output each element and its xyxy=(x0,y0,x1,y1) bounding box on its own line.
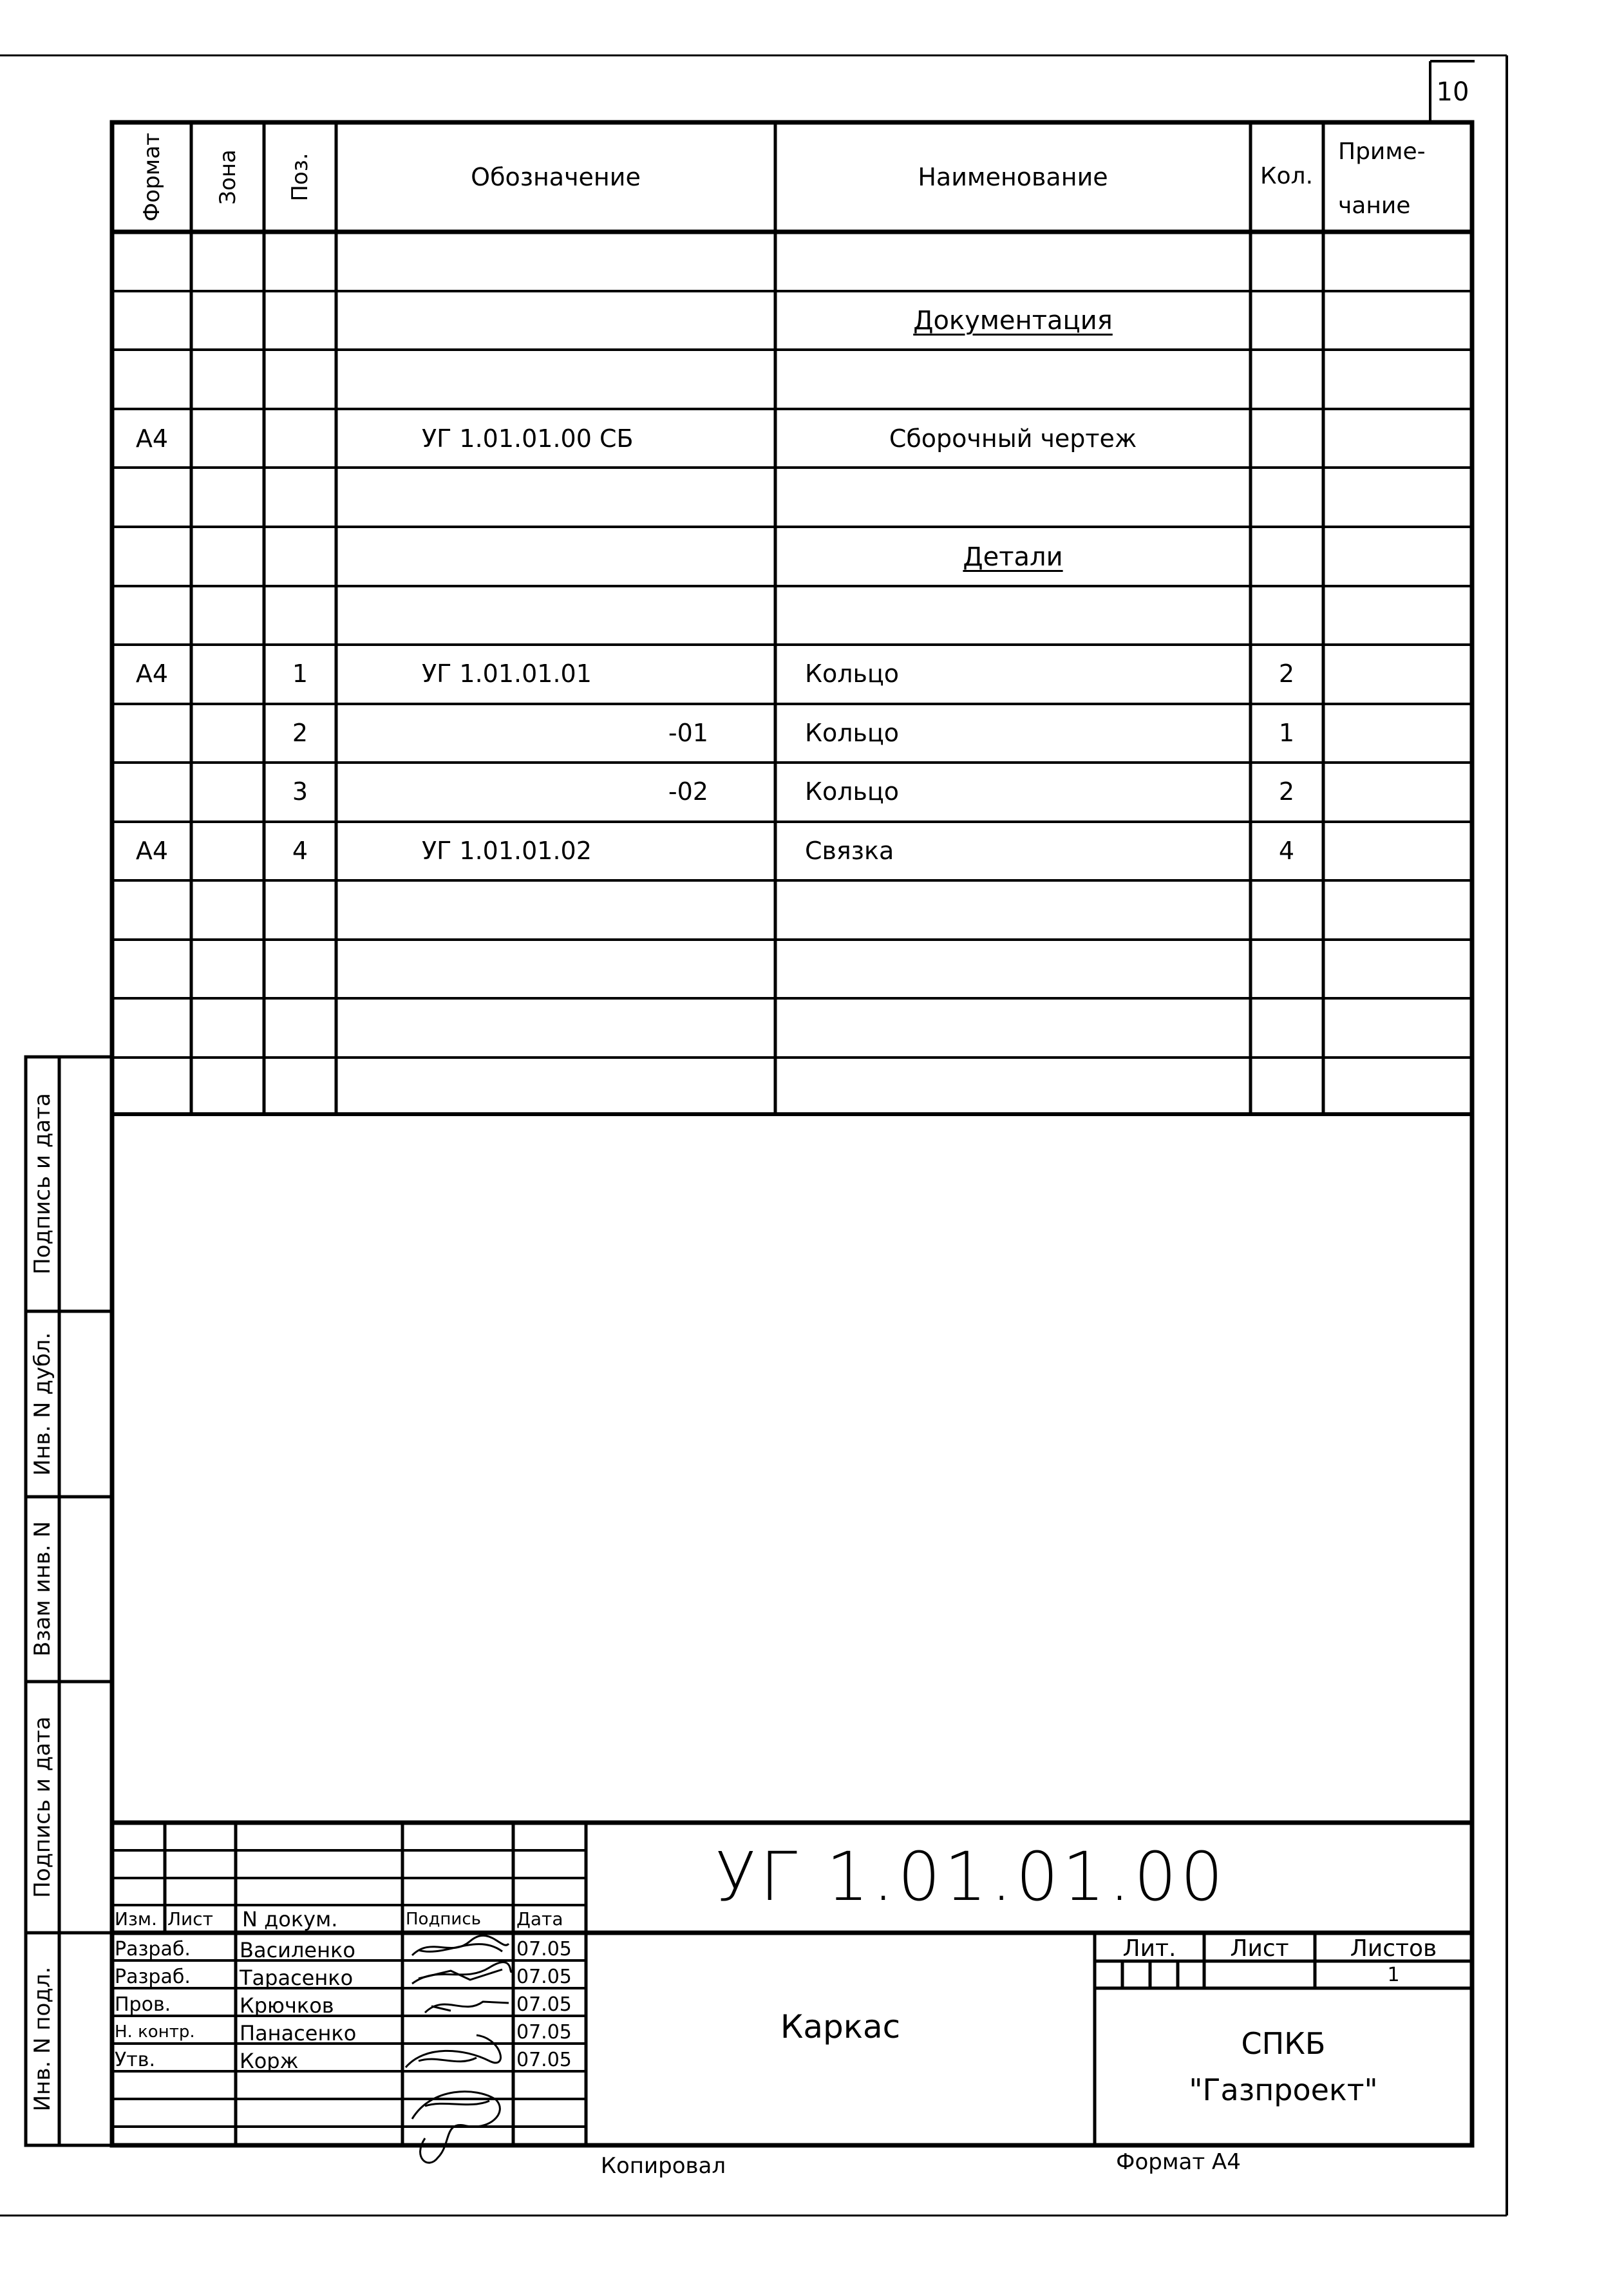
col-izm: Изм. xyxy=(115,1908,157,1930)
role-name: Крючков xyxy=(240,1993,334,2018)
role-name: Василенко xyxy=(240,1938,355,1962)
row-pos: 2 xyxy=(292,719,308,747)
section-details: Детали xyxy=(963,542,1063,572)
row-format: А4 xyxy=(135,837,169,865)
row-qty: 1 xyxy=(1278,719,1295,747)
header-qty: Кол. xyxy=(1260,163,1314,189)
header-note-line1: Приме- xyxy=(1338,138,1426,165)
row-qty: 2 xyxy=(1278,777,1295,806)
row-name: Кольцо xyxy=(805,777,900,806)
row-pos: 4 xyxy=(292,837,308,865)
role-label: Разраб. xyxy=(115,1938,191,1960)
role-label: Пров. xyxy=(115,1993,171,2016)
role-label: Разраб. xyxy=(115,1966,191,1988)
col-list: Лист xyxy=(167,1908,213,1930)
row-qty: 4 xyxy=(1278,837,1295,865)
role-label: Утв. xyxy=(115,2049,155,2071)
header-name: Наименование xyxy=(918,163,1108,191)
row-name: Сборочный чертеж xyxy=(889,424,1137,453)
row-designation: УГ 1.01.01.01 xyxy=(422,660,592,688)
role-date: 07.05 xyxy=(516,1938,572,1960)
section-documentation: Документация xyxy=(913,306,1113,336)
row-qty: 2 xyxy=(1278,660,1295,688)
row-designation: УГ 1.01.01.02 xyxy=(422,837,592,865)
sheets-label: Листов xyxy=(1350,1935,1437,1962)
header-designation: Обозначение xyxy=(471,163,641,191)
sheet-number: 10 xyxy=(1436,77,1469,107)
row-pos: 3 xyxy=(292,777,308,806)
row-format: А4 xyxy=(135,424,169,453)
footer-format: Формат А4 xyxy=(1116,2149,1241,2175)
row-designation: УГ 1.01.01.00 СБ xyxy=(422,424,634,453)
signature-scribbles xyxy=(406,1935,512,2163)
role-name: Панасенко xyxy=(240,2021,357,2045)
organization-line1: СПКБ xyxy=(1241,2026,1326,2061)
role-date: 07.05 xyxy=(516,1966,572,1988)
role-date: 07.05 xyxy=(516,1993,572,2016)
row-designation: -01 xyxy=(668,719,708,747)
footer-copied: Копировал xyxy=(600,2153,726,2179)
sheet-label: Лист xyxy=(1230,1935,1289,1962)
document-code: УГ 1.01.01.00 xyxy=(715,1837,1227,1916)
row-designation: -02 xyxy=(668,777,708,806)
role-date: 07.05 xyxy=(516,2021,572,2044)
side-sign-date-1: Подпись и дата xyxy=(30,1716,55,1898)
side-sign-date-2: Подпись и дата xyxy=(30,1093,55,1275)
side-inv-dubl: Инв. N дубл. xyxy=(30,1332,55,1476)
row-format: А4 xyxy=(135,660,169,688)
lit-label: Лит. xyxy=(1122,1935,1176,1962)
product-title: Каркас xyxy=(780,2008,901,2045)
row-name: Кольцо xyxy=(805,660,900,688)
role-name: Тарасенко xyxy=(240,1966,354,1990)
row-name: Кольцо xyxy=(805,719,900,747)
sheets-value: 1 xyxy=(1387,1964,1400,1986)
col-data: Дата xyxy=(516,1908,563,1930)
role-name: Корж xyxy=(240,2049,299,2073)
role-label: Н. контр. xyxy=(115,2022,195,2042)
row-pos: 1 xyxy=(292,660,308,688)
side-inv-podl: Инв. N подл. xyxy=(30,1966,55,2112)
header-format: Формат xyxy=(139,133,165,222)
col-podpis: Подпись xyxy=(406,1910,481,1929)
header-pos: Поз. xyxy=(287,153,313,202)
header-zone: Зона xyxy=(215,149,241,205)
organization-line2: "Газпроект" xyxy=(1189,2073,1378,2107)
role-date: 07.05 xyxy=(516,2049,572,2071)
col-n-dokum: N докум. xyxy=(242,1907,338,1931)
header-note-line2: чание xyxy=(1338,193,1411,219)
side-vzam-inv: Взам инв. N xyxy=(30,1521,55,1657)
row-name: Связка xyxy=(805,837,894,865)
